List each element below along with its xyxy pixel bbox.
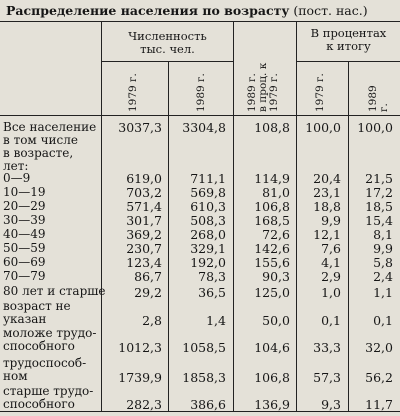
cell-pct-1979: 18,8 <box>313 199 341 214</box>
row-label: 40—49 <box>3 227 46 241</box>
cell-pct-1979: 12,1 <box>313 227 341 242</box>
row-label: 30—39 <box>3 213 46 227</box>
cell-1979: 369,2 <box>126 227 162 242</box>
cell-ratio: 81,0 <box>262 185 290 200</box>
top-rule <box>0 21 400 22</box>
cell-1979: 703,2 <box>126 185 162 200</box>
cell-1989: 268,0 <box>190 227 226 242</box>
cell-1979: 1739,9 <box>118 370 162 385</box>
cell-ratio: 155,6 <box>254 255 290 270</box>
cell-ratio: 90,3 <box>262 269 290 284</box>
cell-pct-1989: 18,5 <box>365 199 393 214</box>
vrule-5 <box>348 61 349 411</box>
cell-pct-1989: 2,4 <box>373 269 393 284</box>
row-label: 80 лет и старше <box>3 284 106 298</box>
cell-1979: 282,3 <box>126 397 162 412</box>
row-label: трудоспособ- ном <box>3 356 87 383</box>
count-group-rule <box>101 61 233 62</box>
vrule-4 <box>296 21 297 411</box>
cell-ratio: 136,9 <box>254 397 290 412</box>
cell-pct-1989: 8,1 <box>373 227 393 242</box>
header-count-group: Численность тыс. чел. <box>128 29 207 56</box>
title-sub: (пост. нас.) <box>293 3 368 18</box>
cell-1979: 29,2 <box>134 285 162 300</box>
cell-pct-1979: 9,3 <box>321 397 341 412</box>
cell-pct-1979: 33,3 <box>313 340 341 355</box>
row-label: 60—69 <box>3 255 46 269</box>
cell-pct-1979: 100,0 <box>305 120 341 135</box>
cell-1979: 2,8 <box>142 313 162 328</box>
table-title <box>6 3 398 18</box>
header-col-1989: 1989 г. <box>195 73 207 112</box>
header-bottom-rule <box>0 115 400 116</box>
row-label: старше трудо- способного <box>3 384 94 411</box>
cell-ratio: 114,9 <box>254 171 290 186</box>
cell-pct-1989: 1,1 <box>373 285 393 300</box>
cell-ratio: 106,8 <box>254 370 290 385</box>
cell-pct-1989: 15,4 <box>365 213 393 228</box>
cell-ratio: 104,6 <box>254 340 290 355</box>
cell-pct-1989: 56,2 <box>365 370 393 385</box>
row-label: 20—29 <box>3 199 46 213</box>
cell-1989: 711,1 <box>190 171 226 186</box>
header-col-pct-1989: 1989 г. <box>367 85 390 112</box>
row-label: 0—9 <box>3 171 31 185</box>
title-main: Распределение населения по возрасту <box>6 3 290 18</box>
cell-ratio: 106,8 <box>254 199 290 214</box>
cell-1989: 1858,3 <box>182 370 226 385</box>
header-col-pct-1979: 1979 г. <box>314 73 326 112</box>
row-label: моложе трудо- способного <box>3 326 97 353</box>
cell-ratio: 72,6 <box>262 227 290 242</box>
cell-pct-1989: 100,0 <box>357 120 393 135</box>
cell-pct-1989: 17,2 <box>365 185 393 200</box>
cell-pct-1979: 2,9 <box>321 269 341 284</box>
cell-1989: 569,8 <box>190 185 226 200</box>
cell-pct-1989: 9,9 <box>373 241 393 256</box>
cell-1989: 1,4 <box>206 313 226 328</box>
row-label: возраст не указан <box>3 299 71 326</box>
cell-ratio: 142,6 <box>254 241 290 256</box>
cell-pct-1989: 5,8 <box>373 255 393 270</box>
cell-1989: 508,3 <box>190 213 226 228</box>
cell-pct-1979: 9,9 <box>321 213 341 228</box>
row-label: Все население в том числе в возрасте, лет: <box>3 120 97 173</box>
cell-ratio: 50,0 <box>262 313 290 328</box>
cell-1979: 571,4 <box>126 199 162 214</box>
cell-1979: 3037,3 <box>118 120 162 135</box>
cell-1979: 619,0 <box>126 171 162 186</box>
header-percent-group: В процентах к итогу <box>310 26 387 53</box>
cell-1989: 1058,5 <box>182 340 226 355</box>
cell-pct-1979: 4,1 <box>321 255 341 270</box>
row-label: 10—19 <box>3 185 46 199</box>
cell-1989: 610,3 <box>190 199 226 214</box>
cell-pct-1989: 21,5 <box>365 171 393 186</box>
cell-pct-1979: 0,1 <box>321 313 341 328</box>
vrule-3 <box>233 21 234 411</box>
cell-1989: 192,0 <box>190 255 226 270</box>
cell-1979: 230,7 <box>126 241 162 256</box>
cell-pct-1979: 23,1 <box>313 185 341 200</box>
cell-1989: 78,3 <box>198 269 226 284</box>
cell-pct-1979: 1,0 <box>321 285 341 300</box>
cell-pct-1989: 0,1 <box>373 313 393 328</box>
cell-pct-1989: 32,0 <box>365 340 393 355</box>
vrule-1 <box>101 21 102 411</box>
cell-1989: 329,1 <box>190 241 226 256</box>
cell-pct-1979: 7,6 <box>321 241 341 256</box>
header-col-1979: 1979 г. <box>127 73 139 112</box>
cell-1979: 86,7 <box>134 269 162 284</box>
cell-ratio: 125,0 <box>254 285 290 300</box>
cell-ratio: 168,5 <box>254 213 290 228</box>
cell-1989: 3304,8 <box>182 120 226 135</box>
cell-pct-1979: 20,4 <box>313 171 341 186</box>
cell-1989: 36,5 <box>198 285 226 300</box>
header-col-ratio: 1989 г. в проц. к 1979 г. <box>246 62 280 112</box>
cell-pct-1989: 11,7 <box>365 397 393 412</box>
cell-1979: 1012,3 <box>118 340 162 355</box>
cell-1989: 386,6 <box>190 397 226 412</box>
cell-1979: 123,4 <box>126 255 162 270</box>
cell-pct-1979: 57,3 <box>313 370 341 385</box>
row-label: 70—79 <box>3 269 46 283</box>
row-label: 50—59 <box>3 241 46 255</box>
cell-1979: 301,7 <box>126 213 162 228</box>
vrule-2 <box>168 61 169 411</box>
cell-ratio: 108,8 <box>254 120 290 135</box>
